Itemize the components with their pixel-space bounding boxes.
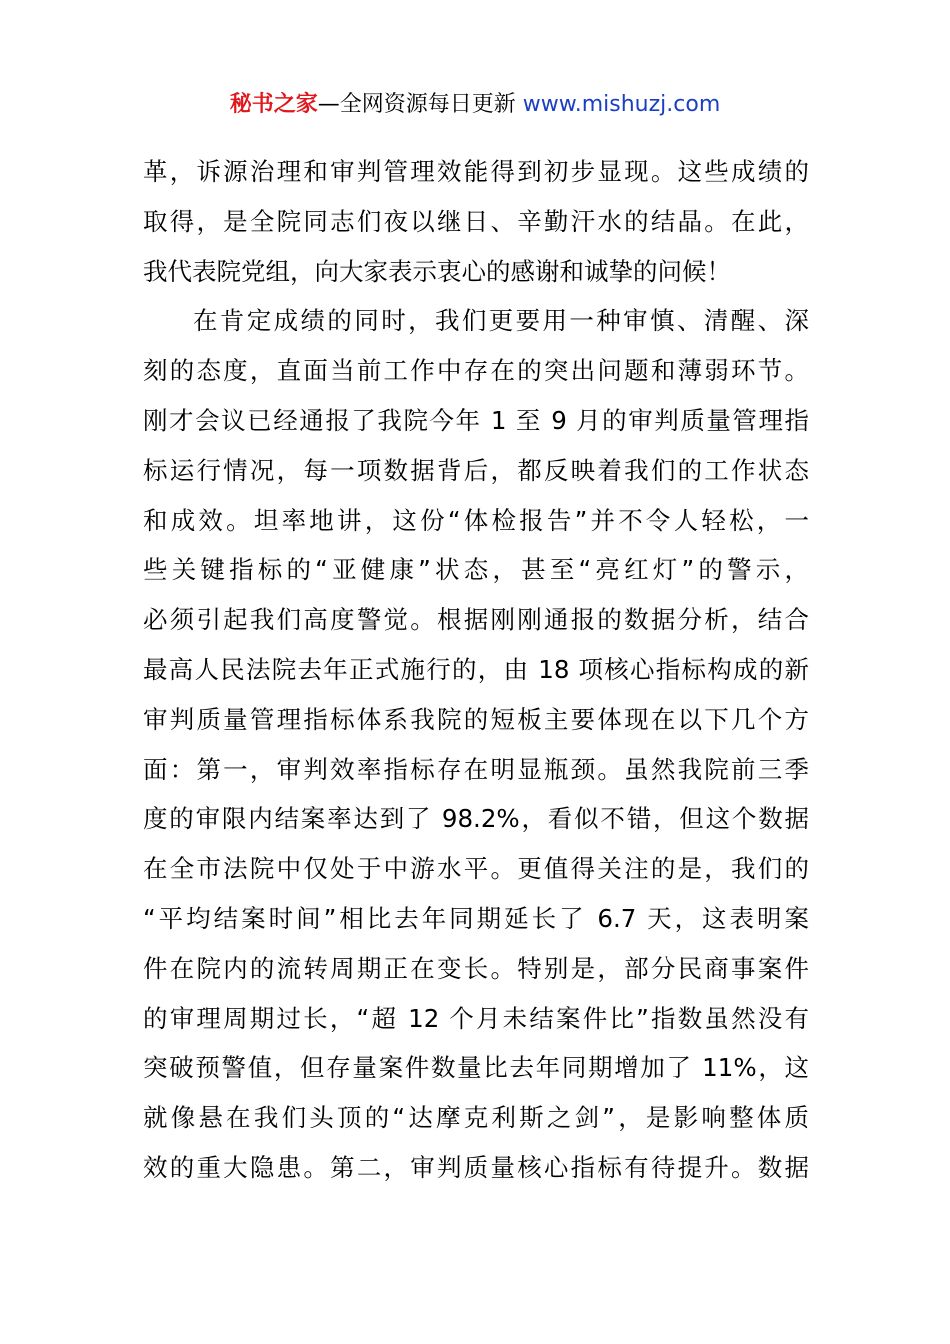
text-line: 度的审限内结案率达到了 98.2%，看似不错，但这个数据 — [143, 804, 809, 834]
text-line: 在肯定成绩的同时，我们更要用一种审慎、清醒、深 — [193, 306, 809, 336]
text-line: 我代表院党组，向大家表示衷心的感谢和诚挚的问候！ — [143, 256, 731, 286]
text-line: 必须引起我们高度警觉。根据刚刚通报的数据分析，结合 — [143, 605, 809, 635]
text-line: 突破预警值，但存量案件数量比去年同期增加了 11%，这 — [143, 1053, 809, 1083]
text-line: 审判质量管理指标体系我院的短板主要体现在以下几个方 — [143, 704, 809, 734]
header-tagline: —全网资源每日更新 — [317, 92, 516, 117]
paragraph-2 — [143, 296, 809, 1192]
text-line: 标运行情况，每一项数据背后，都反映着我们的工作状态 — [143, 455, 809, 485]
text-line: 面：第一，审判效率指标存在明显瓶颈。虽然我院前三季 — [143, 754, 809, 784]
text-line: 刚才会议已经通报了我院今年 1 至 9 月的审判质量管理指 — [143, 405, 809, 435]
text-line: 的审理周期过长，“超 12 个月未结案件比”指数虽然没有 — [143, 1003, 809, 1033]
text-line: 效的重大隐患。第二，审判质量核心指标有待提升。数据 — [143, 1152, 809, 1182]
site-url[interactable]: www.mishuzj.com — [522, 92, 721, 117]
brand-name: 秘书之家 — [229, 92, 318, 117]
text-line: 件在院内的流转周期正在变长。特别是，部分民商事案件 — [143, 953, 809, 983]
text-line: 些关键指标的“亚健康”状态，甚至“亮红灯”的警示， — [143, 555, 809, 585]
document-body — [143, 147, 809, 1193]
text-line: 革，诉源治理和审判管理效能得到初步显现。这些成绩的 — [143, 157, 809, 186]
text-line: 刻的态度，直面当前工作中存在的突出问题和薄弱环节。 — [143, 356, 809, 386]
text-line: 和成效。坦率地讲，这份“体检报告”并不令人轻松，一 — [143, 505, 809, 535]
page-header — [0, 88, 950, 122]
paragraph-1 — [143, 147, 809, 296]
text-line: “平均结案时间”相比去年同期延长了 6.7 天，这表明案 — [143, 903, 809, 933]
text-line: 就像悬在我们头顶的“达摩克利斯之剑”，是影响整体质 — [143, 1103, 809, 1133]
text-line: 最高人民法院去年正式施行的，由 18 项核心指标构成的新 — [143, 654, 809, 684]
text-line: 取得，是全院同志们夜以继日、辛勤汗水的结晶。在此， — [143, 206, 809, 236]
text-line: 在全市法院中仅处于中游水平。更值得关注的是，我们的 — [143, 854, 809, 884]
